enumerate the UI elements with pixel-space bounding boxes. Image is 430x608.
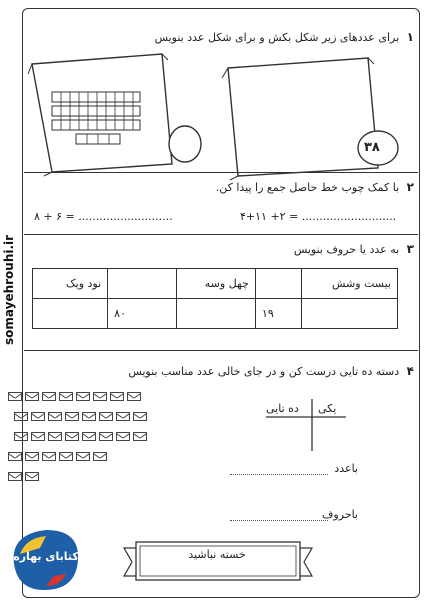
cell-digit-5[interactable] — [33, 299, 108, 329]
envelope-icon[interactable] — [110, 392, 124, 401]
question-2 — [216, 180, 414, 194]
question-3-text: به عدد یا حروف بنویس — [293, 243, 400, 256]
cell-digit-3[interactable] — [177, 299, 256, 329]
envelope-row — [14, 432, 148, 441]
envelope-row — [8, 472, 148, 481]
divider-1 — [24, 172, 418, 173]
table-row-digits — [33, 299, 398, 329]
expression-right: ۴+۱۱ +۲ = ........................... — [240, 210, 397, 223]
answer-line-words[interactable] — [230, 520, 328, 521]
envelope-icon[interactable] — [59, 392, 73, 401]
envelope-row — [8, 392, 148, 401]
envelope-icon[interactable] — [48, 432, 62, 441]
envelope-icon[interactable] — [76, 452, 90, 461]
envelope-icon[interactable] — [133, 432, 147, 441]
expression-left: ۸ + ۶ = ........................... — [34, 210, 173, 223]
envelope-row — [8, 452, 148, 461]
question-2-text: با کمک چوب خط حاصل جمع را پیدا کن. — [215, 181, 400, 194]
envelope-icon[interactable] — [14, 432, 28, 441]
envelope-icon[interactable] — [127, 392, 141, 401]
envelope-icon[interactable] — [31, 412, 45, 421]
envelope-icon[interactable] — [8, 452, 22, 461]
envelope-icon[interactable] — [82, 432, 96, 441]
envelope-icon[interactable] — [25, 472, 39, 481]
divider-3 — [24, 350, 418, 351]
envelope-icon[interactable] — [59, 452, 73, 461]
envelope-icon[interactable] — [76, 392, 90, 401]
envelope-icon[interactable] — [82, 412, 96, 421]
cell-digit-1[interactable] — [302, 299, 398, 329]
envelope-icon[interactable] — [42, 392, 56, 401]
envelope-icon[interactable] — [133, 412, 147, 421]
envelope-icon[interactable] — [99, 432, 113, 441]
envelope-icon[interactable] — [116, 412, 130, 421]
question-3-number: ۳ — [406, 242, 414, 256]
cell-word-empty-2[interactable] — [108, 269, 177, 299]
question-3 — [294, 242, 414, 256]
envelope-icon[interactable] — [65, 412, 79, 421]
brand-logo — [6, 524, 86, 598]
envelope-icon[interactable] — [8, 472, 22, 481]
number-table — [32, 268, 398, 329]
envelope-icon[interactable] — [25, 392, 39, 401]
answer-line-digits[interactable] — [230, 474, 328, 475]
envelope-icon[interactable] — [93, 392, 107, 401]
envelope-icon[interactable] — [116, 432, 130, 441]
envelope-icon[interactable] — [93, 452, 107, 461]
envelope-icon[interactable] — [42, 452, 56, 461]
envelope-row — [14, 412, 148, 421]
cell-word-3: نود ویک — [33, 269, 108, 299]
table-row-words — [33, 269, 398, 299]
paper-card-left — [22, 52, 202, 182]
question-1-text: برای عددهای زیر شکل بکش و برای شکل عدد بنویس — [154, 31, 400, 44]
question-1 — [155, 30, 414, 44]
envelope-icon[interactable] — [48, 412, 62, 421]
logo-text: کتابای بهاره — [13, 550, 79, 563]
envelope-icon[interactable] — [99, 412, 113, 421]
envelope-icon[interactable] — [31, 432, 45, 441]
column-ones: یکی — [318, 402, 337, 415]
envelope-icon[interactable] — [8, 392, 22, 401]
cell-word-2: چهل وسه — [177, 269, 256, 299]
envelope-icon[interactable] — [65, 432, 79, 441]
given-number: ۳۸ — [364, 140, 380, 155]
column-tens: ده تایی — [266, 402, 299, 415]
divider-2 — [24, 234, 418, 235]
site-credit: somayehrouhi.ir — [2, 234, 16, 346]
question-4 — [128, 364, 414, 378]
cell-digit-2: ۱۹ — [255, 299, 301, 329]
cell-digit-4: ۸۰ — [108, 299, 177, 329]
banner-text: خسته نباشید — [188, 548, 246, 561]
envelope-bundles — [8, 392, 148, 492]
cell-word-empty-1[interactable] — [255, 269, 301, 299]
question-1-number: ۱ — [406, 30, 414, 44]
question-4-text: دسته ده تایی درست کن و در جای خالی عدد مناسب بنویس — [128, 365, 400, 378]
envelope-icon[interactable] — [14, 412, 28, 421]
cell-word-1: بیست وشش — [302, 269, 398, 299]
label-with-words: باحروف — [322, 508, 358, 521]
footer-banner — [118, 538, 318, 584]
question-2-number: ۲ — [406, 180, 414, 194]
envelope-icon[interactable] — [25, 452, 39, 461]
paper-card-right — [218, 52, 408, 182]
question-4-number: ۴ — [406, 364, 414, 378]
label-with-digits: باعدد — [334, 462, 358, 475]
